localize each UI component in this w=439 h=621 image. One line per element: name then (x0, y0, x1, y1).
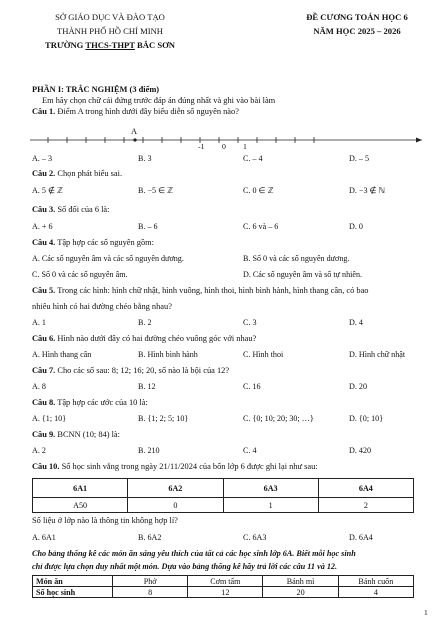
q3-option-a[interactable]: A. + 6 (32, 222, 53, 231)
q8-option-c[interactable]: C. {0; 10; 20; 30; …} (243, 414, 314, 423)
page-number: 1 (424, 608, 428, 617)
q4-option-b[interactable]: B. Số 0 và các số nguyên dương. (243, 254, 350, 263)
q4-option-d[interactable]: D. Các số nguyên âm và số tự nhiên. (243, 270, 363, 279)
number-line-arrow (416, 138, 422, 143)
q4-option-c[interactable]: C. Số 0 và các số nguyên âm. (32, 270, 128, 279)
table-header-cell: 6A3 (223, 479, 318, 498)
table-cell: 1 (223, 498, 318, 513)
q9-option-d[interactable]: D. 420 (349, 446, 372, 455)
breakfast-table-header-row (33, 576, 414, 587)
question-3: Câu 3. Số đối của 6 là: (32, 205, 110, 214)
q4-option-a[interactable]: A. Các số nguyên âm và các số nguyên dương. (32, 254, 184, 263)
table-cell: 4 (338, 587, 413, 598)
q8-option-a[interactable]: A. {1; 10} (32, 414, 67, 423)
breakfast-table (32, 575, 414, 598)
table-cell: 0 (128, 498, 223, 513)
tick-label-1: 1 (243, 142, 247, 151)
table-header-cell: Phở (113, 576, 188, 587)
q5-option-c[interactable]: C. 3 (243, 318, 257, 327)
header-dept: SỞ GIÁO DỤC VÀ ĐÀO TẠO (55, 12, 165, 22)
header-school: TRƯỜNG THCS-THPT BẮC SƠN (45, 40, 175, 50)
q7-option-c[interactable]: C. 16 (243, 382, 261, 391)
q5-option-a[interactable]: A. 1 (32, 318, 46, 327)
table-header-cell: Món ăn (33, 576, 113, 587)
q1-option-b[interactable]: B. 3 (138, 154, 152, 163)
q6-option-c[interactable]: C. Hình thoi (243, 350, 284, 359)
q3-option-c[interactable]: C. 6 và – 6 (243, 222, 279, 231)
q1-option-c[interactable]: C. – 4 (243, 154, 263, 163)
header-year: NĂM HỌC 2025 – 2026 (313, 26, 401, 36)
q8-option-b[interactable]: B. {1; 2; 5; 10} (138, 414, 189, 423)
table-header-cell: 6A2 (128, 479, 223, 498)
table-header-cell: Bánh mì (263, 576, 338, 587)
question-4: Câu 4. Tập hợp các số nguyên gồm: (32, 238, 154, 247)
table-cell: 20 (263, 587, 338, 598)
q1-option-d[interactable]: D. – 5 (349, 154, 370, 163)
table-header-cell: Cơm tấm (188, 576, 263, 587)
q5-option-b[interactable]: B. 2 (138, 318, 152, 327)
question-5-continued: nhiêu hình có hai đường chéo bằng nhau? (32, 302, 172, 311)
q3-option-b[interactable]: B. – 6 (138, 222, 158, 231)
part1-instruction: Em hãy chọn chữ cái đứng trước đáp án đúng nhất và ghi vào bài làm (42, 96, 276, 105)
q7-option-d[interactable]: D. 20 (349, 382, 367, 391)
absence-table (32, 478, 414, 513)
table-header-cell: 6A4 (318, 479, 413, 498)
question-1: Câu 1. Điểm A trong hình dưới đây biểu diễn số nguyên nào? (32, 107, 239, 116)
q10-option-b[interactable]: B. 6A2 (138, 533, 162, 542)
question-2: Câu 2. Chọn phát biểu sai. (32, 169, 123, 178)
number-line-point-label: A (131, 127, 138, 136)
table-cell: 2 (318, 498, 413, 513)
question-11-stem-line1: Cho bảng thống kê các món ăn sáng yêu thích của tất cả các học sinh lớp 6A. Biết mỗi học sinh (32, 549, 356, 558)
q2-option-c[interactable]: C. 0 ∈ ℤ (243, 186, 274, 195)
question-10-prompt: Số liệu ở lớp nào là thông tin không hợp lí? (32, 516, 178, 525)
q6-option-a[interactable]: A. Hình thang cân (32, 350, 92, 359)
question-9: Câu 9. BCNN (10; 84) là: (32, 430, 120, 439)
q9-option-a[interactable]: A. 2 (32, 446, 46, 455)
breakfast-table-row (33, 587, 414, 598)
table-header-cell: 6A1 (33, 479, 128, 498)
q6-option-d[interactable]: D. Hình chữ nhật (349, 350, 406, 359)
q10-option-a[interactable]: A. 6A1 (32, 533, 56, 542)
q10-option-d[interactable]: D. 6A4 (349, 533, 373, 542)
question-11-stem-line2: chỉ được lựa chọn duy nhất một món. Dựa vào bảng thống kê hãy trả lời các câu 11 và 12. (32, 562, 338, 571)
q10-option-c[interactable]: C. 6A3 (243, 533, 267, 542)
question-8: Câu 8. Tập hợp các ước của 10 là: (32, 398, 148, 407)
q2-option-d[interactable]: D. −3 ∉ ℕ (349, 186, 386, 195)
table-cell: A50 (33, 498, 128, 513)
absence-table-row (33, 498, 414, 513)
question-7: Câu 7. Cho các số sau: 8; 12; 16; 20, số nào là bội của 12? (32, 366, 230, 375)
q9-option-b[interactable]: B. 210 (138, 446, 160, 455)
tick-label-minus-1: -1 (198, 142, 205, 151)
absence-table-header-row (33, 479, 414, 498)
number-line (30, 124, 425, 154)
q1-option-a[interactable]: A. – 3 (32, 154, 53, 163)
q8-option-d[interactable]: D. {0; 10} (349, 414, 384, 423)
table-cell: 12 (188, 587, 263, 598)
question-6: Câu 6. Hình nào dưới đây có hai đường chéo vuông góc với nhau? (32, 334, 257, 343)
header-city: THÀNH PHỐ HỒ CHÍ MINH (57, 26, 163, 36)
q6-option-b[interactable]: B. Hình bình hành (138, 350, 198, 359)
table-cell: 8 (113, 587, 188, 598)
table-cell: Số học sinh (33, 587, 113, 598)
q7-option-b[interactable]: B. 12 (138, 382, 156, 391)
point-a-marker (133, 138, 136, 141)
question-5: Câu 5. Trong các hình: hình chữ nhật, hình vuông, hình thoi, hình bình hành, hình thang cân, có bao (32, 286, 369, 295)
q3-option-d[interactable]: D. 0 (349, 222, 363, 231)
q2-option-b[interactable]: B. −5 ∈ ℤ (138, 186, 174, 195)
tick-label-0: 0 (222, 142, 226, 151)
header-title: ĐỀ CƯƠNG TOÁN HỌC 6 (306, 12, 408, 22)
q5-option-d[interactable]: D. 4 (349, 318, 363, 327)
q2-option-a[interactable]: A. 5 ∉ ℤ (32, 186, 64, 195)
table-header-cell: Bánh cuốn (338, 576, 413, 587)
part1-title: PHẦN I: TRẮC NGHIỆM (3 điểm) (32, 85, 160, 94)
question-10: Câu 10. Số học sinh vắng trong ngày 21/11/2024 của bốn lớp 6 được ghi lại như sau: (32, 462, 318, 471)
q7-option-a[interactable]: A. 8 (32, 382, 46, 391)
q9-option-c[interactable]: C. 4 (243, 446, 257, 455)
